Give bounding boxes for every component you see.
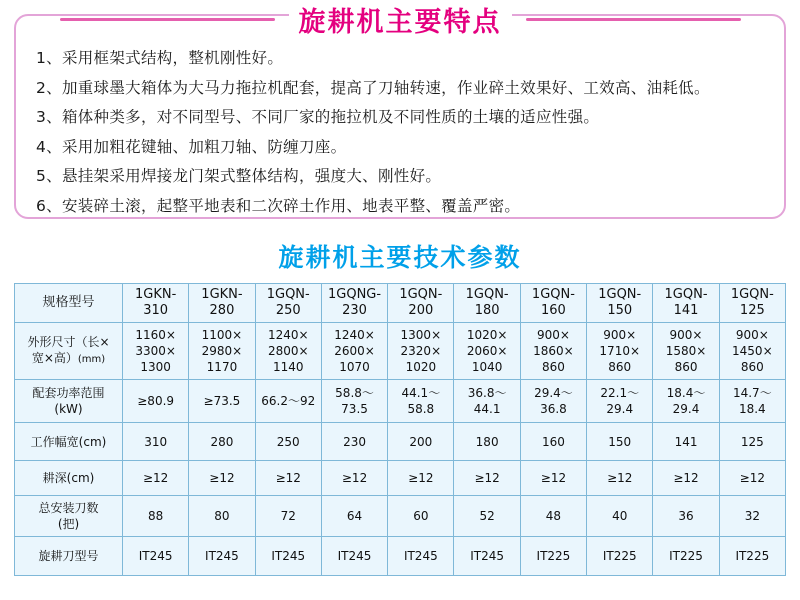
table-cell: 80 [189, 496, 255, 537]
table-cell: ≥12 [454, 461, 520, 496]
table-cell: 52 [454, 496, 520, 537]
row-label-main: 外形尺寸（长× [27, 335, 110, 349]
row-label-sub: (kW) [54, 402, 83, 416]
table-cell: 88 [123, 496, 189, 537]
row-label-main: 配套功率范围 [32, 386, 105, 400]
table-header-model: 1GQN-250 [255, 284, 321, 323]
table-row [15, 461, 786, 496]
table-cell: 29.4～ 36.8 [520, 380, 586, 423]
table-cell: ≥73.5 [189, 380, 255, 423]
table-cell: 48 [520, 496, 586, 537]
table-cell: 1240× 2600× 1070 [321, 323, 387, 380]
table-cell: IT245 [454, 537, 520, 576]
table-row [15, 537, 786, 576]
table-cell: ≥12 [587, 461, 653, 496]
table-cell: IT245 [255, 537, 321, 576]
table-cell: 22.1～ 29.4 [587, 380, 653, 423]
table-header-model: 1GQN-125 [719, 284, 785, 323]
table-cell: ≥12 [719, 461, 785, 496]
table-cell: 900× 1860× 860 [520, 323, 586, 380]
row-label: 耕深(cm) [15, 461, 123, 496]
table-cell: IT225 [587, 537, 653, 576]
table-cell: IT245 [189, 537, 255, 576]
table-header-model: 1GQN-150 [587, 284, 653, 323]
list-item: 5、悬挂架采用焊接龙门架式整体结构，强度大、刚性好。 [36, 167, 442, 185]
table-cell: 1160× 3300× 1300 [123, 323, 189, 380]
spec-table [14, 283, 786, 576]
table-row [15, 423, 786, 461]
table-cell: ≥12 [520, 461, 586, 496]
table-header-model: 1GQN-180 [454, 284, 520, 323]
table-cell: IT225 [719, 537, 785, 576]
table-cell: 36 [653, 496, 719, 537]
table-cell: 66.2～92 [255, 380, 321, 423]
title-rule-right [526, 18, 741, 21]
table-cell: 250 [255, 423, 321, 461]
table-cell: 180 [454, 423, 520, 461]
row-label [15, 323, 123, 380]
table-cell: 200 [388, 423, 454, 461]
features-title: 旋耕机主要特点 [289, 0, 512, 39]
table-row [15, 323, 786, 380]
table-cell: IT245 [123, 537, 189, 576]
table-cell: 1240× 2800× 1140 [255, 323, 321, 380]
table-header-label: 规格型号 [15, 284, 123, 323]
table-cell: IT245 [388, 537, 454, 576]
table-cell: 150 [587, 423, 653, 461]
table-cell: 900× 1710× 860 [587, 323, 653, 380]
list-item: 4、采用加粗花键轴、加粗刀轴、防缠刀座。 [36, 137, 347, 156]
table-cell: 60 [388, 496, 454, 537]
list-item: 6、安装碎土滚，起整平地表和二次碎土作用、地表平整、覆盖严密。 [36, 196, 521, 215]
table-cell: 72 [255, 496, 321, 537]
table-cell: 160 [520, 423, 586, 461]
table-cell: ≥12 [388, 461, 454, 496]
table-cell: 36.8～ 44.1 [454, 380, 520, 423]
table-cell: 1300× 2320× 1020 [388, 323, 454, 380]
row-label-main: 总安装刀数 [38, 501, 99, 515]
features-title-row [16, 0, 784, 39]
table-row [15, 284, 786, 323]
table-header-model: 1GQN-160 [520, 284, 586, 323]
features-panel [14, 7, 786, 219]
table-cell: 141 [653, 423, 719, 461]
table-cell: ≥12 [123, 461, 189, 496]
table-cell: 32 [719, 496, 785, 537]
table-cell: 280 [189, 423, 255, 461]
table-cell: 64 [321, 496, 387, 537]
table-cell: ≥80.9 [123, 380, 189, 423]
table-header-model: 1GKN-310 [123, 284, 189, 323]
table-row [15, 496, 786, 537]
list-item: 2、加重球墨大箱体为大马力拖拉机配套，提高了刀轴转速，作业碎土效果好、工效高、油耗低。 [36, 78, 710, 97]
table-cell: 900× 1450× 860 [719, 323, 785, 380]
table-cell: IT245 [321, 537, 387, 576]
row-label-sub: (把) [57, 517, 80, 531]
list-item: 1、采用框架式结构，整机刚性好。 [36, 49, 284, 67]
table-cell: 44.1～ 58.8 [388, 380, 454, 423]
table-header [15, 284, 786, 323]
row-label: 旋耕刀型号 [15, 537, 123, 576]
table-cell: 900× 1580× 860 [653, 323, 719, 380]
row-label-sub: 宽×高） [31, 351, 78, 365]
table-cell: 125 [719, 423, 785, 461]
list-item: 3、箱体种类多，对不同型号、不同厂家的拖拉机及不同性质的土壤的适应性强。 [36, 108, 600, 126]
table-cell: ≥12 [189, 461, 255, 496]
row-label-unit: (mm) [77, 354, 106, 365]
table-header-model: 1GKN-280 [189, 284, 255, 323]
table-header-model: 1GQN-200 [388, 284, 454, 323]
table-cell: IT225 [520, 537, 586, 576]
table-header-model: 1GQN-141 [653, 284, 719, 323]
table-cell: 18.4～ 29.4 [653, 380, 719, 423]
features-list [36, 46, 768, 223]
table-cell: 230 [321, 423, 387, 461]
table-body [15, 323, 786, 576]
table-cell: 1100× 2980× 1170 [189, 323, 255, 380]
row-label [15, 380, 123, 423]
table-cell: ≥12 [321, 461, 387, 496]
title-rule-left [60, 18, 275, 21]
specs-title: 旋耕机主要技术参数 [278, 243, 522, 272]
table-cell: 310 [123, 423, 189, 461]
table-row [15, 380, 786, 423]
table-cell: 14.7～ 18.4 [719, 380, 785, 423]
table-cell: 40 [587, 496, 653, 537]
table-cell: ≥12 [255, 461, 321, 496]
row-label: 工作幅宽(cm) [15, 423, 123, 461]
table-cell: ≥12 [653, 461, 719, 496]
table-cell: 1020× 2060× 1040 [454, 323, 520, 380]
row-label [15, 496, 123, 537]
table-header-model: 1GQNG-230 [321, 284, 387, 323]
table-cell: IT225 [653, 537, 719, 576]
table-cell: 58.8～ 73.5 [321, 380, 387, 423]
